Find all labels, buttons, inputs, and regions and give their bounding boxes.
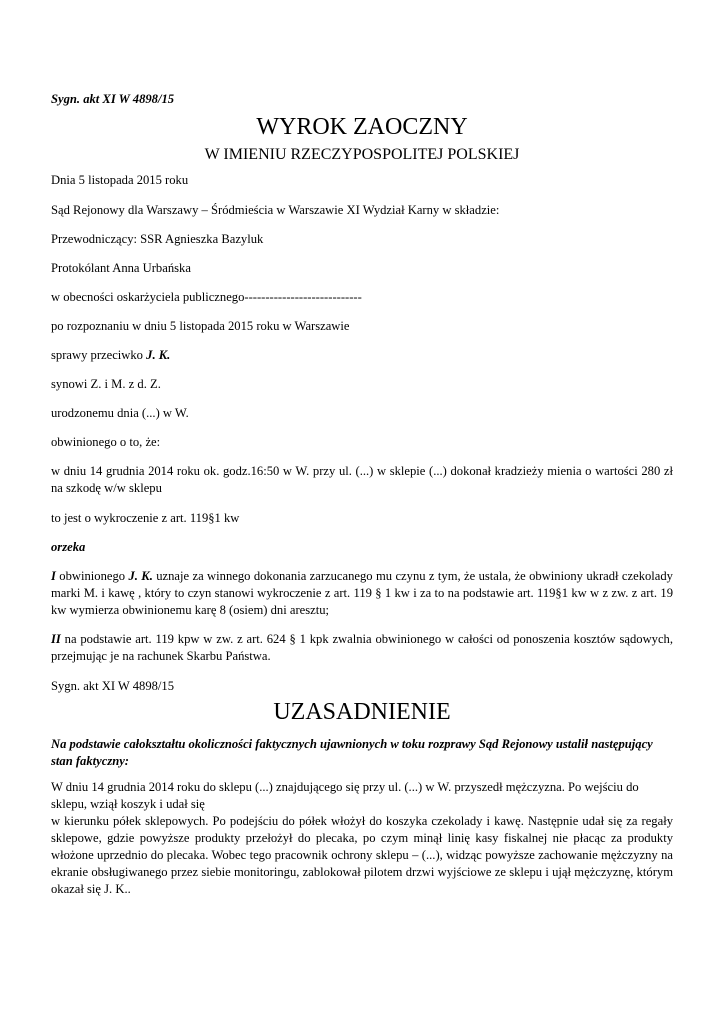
- point-2-number: II: [51, 632, 61, 646]
- point-1-text-b: uznaje za winnego dokonania zarzucanego mu czynu z tym, że ustala, że obwiniony ukradł czekolady marki M. i kawę , który to czyn stanowi wykroczenie z art. 119 § 1 kw i za to na podstawie art. 119§1 kw w z zw. z art. 19 kw wymierza obwinionemu karę 8 (osiem) dni aresztu;: [51, 569, 673, 617]
- chair-line: Przewodniczący: SSR Agnieszka Bazyluk: [51, 232, 264, 246]
- defendant-name: J. K.: [146, 348, 171, 362]
- point-1-name: J. K.: [128, 569, 153, 583]
- case-against-line: [51, 347, 673, 364]
- point-1-text-a: obwinionego: [55, 569, 129, 583]
- court-line: Sąd Rejonowy dla Warszawy – Śródmieścia w Warszawie XI Wydział Karny w składzie:: [51, 203, 500, 217]
- case-signature: Sygn. akt XI W 4898/15: [51, 92, 175, 106]
- clerk-line: Protokólant Anna Urbańska: [51, 261, 191, 275]
- verdict-title: WYROK ZAOCZNY: [256, 114, 468, 140]
- prosecutor-line: w obecności oskarżyciela publicznego----------------------------: [51, 290, 362, 304]
- verdict-point-2: [51, 631, 673, 665]
- parents-line: synowi Z. i M. z d. Z.: [51, 377, 161, 391]
- justification-title: UZASADNIENIE: [273, 699, 451, 725]
- charged-line: obwinionego o to, że:: [51, 435, 161, 449]
- verdict-heading: orzeka: [51, 540, 86, 554]
- point-1-number: I: [51, 569, 56, 583]
- justification-intro: Na podstawie całokształtu okoliczności faktycznych ujawnionych w toku rozprawy Sąd Rejonowy ustalił następujący stan faktyczny:: [51, 737, 653, 768]
- case-prefix: sprawy przeciwko: [51, 348, 143, 362]
- point-2-text: na podstawie art. 119 kpw w zw. z art. 624 § 1 kpk zwalnia obwinionego w całości od ponoszenia kosztów sądowych, przejmując je na rachunek Skarbu Państwa.: [51, 632, 673, 663]
- justification-signature: Sygn. akt XI W 4898/15: [51, 679, 175, 693]
- justification-paragraph-2: w kierunku półek sklepowych. Po podejściu do półek włożył do koszyka czekolady i kawę. Następnie udał się za regały sklepowe, gdzie powyższe produkty przełożył do plecaka, po czym minął linię kasy fiskalnej nie płacąc za produkty włożone uprzednio do plecaka. Wobec tego pracownik ochrony sklepu – (...), widząc powyższe zachowanie mężczyzny na ekranie obsługiwanego przez siebie monitoringu, zablokował pilotem drzwi wyjściowe ze sklepu i ujął mężczyznę, którym okazał się J. K..: [51, 814, 673, 896]
- date-line: Dnia 5 listopada 2015 roku: [51, 173, 189, 187]
- charge-text: w dniu 14 grudnia 2014 roku ok. godz.16:50 w W. przy ul. (...) w sklepie (...) dokonał kradzieży mienia o wartości 280 zł na szkodę w/w sklepu: [51, 464, 673, 495]
- birth-line: urodzonemu dnia (...) w W.: [51, 406, 189, 420]
- verdict-point-1: [51, 568, 673, 619]
- justification-paragraph-1: W dniu 14 grudnia 2014 roku do sklepu (...) znajdującego się przy ul. (...) w W. przyszedł mężczyzna. Po wejściu do sklepu, wziął koszyk i udał się: [51, 780, 639, 811]
- hearing-line: po rozpoznaniu w dniu 5 listopada 2015 roku w Warszawie: [51, 319, 350, 333]
- offense-line: to jest o wykroczenie z art. 119§1 kw: [51, 511, 240, 525]
- verdict-subtitle: W IMIENIU RZECZYPOSPOLITEJ POLSKIEJ: [204, 146, 520, 163]
